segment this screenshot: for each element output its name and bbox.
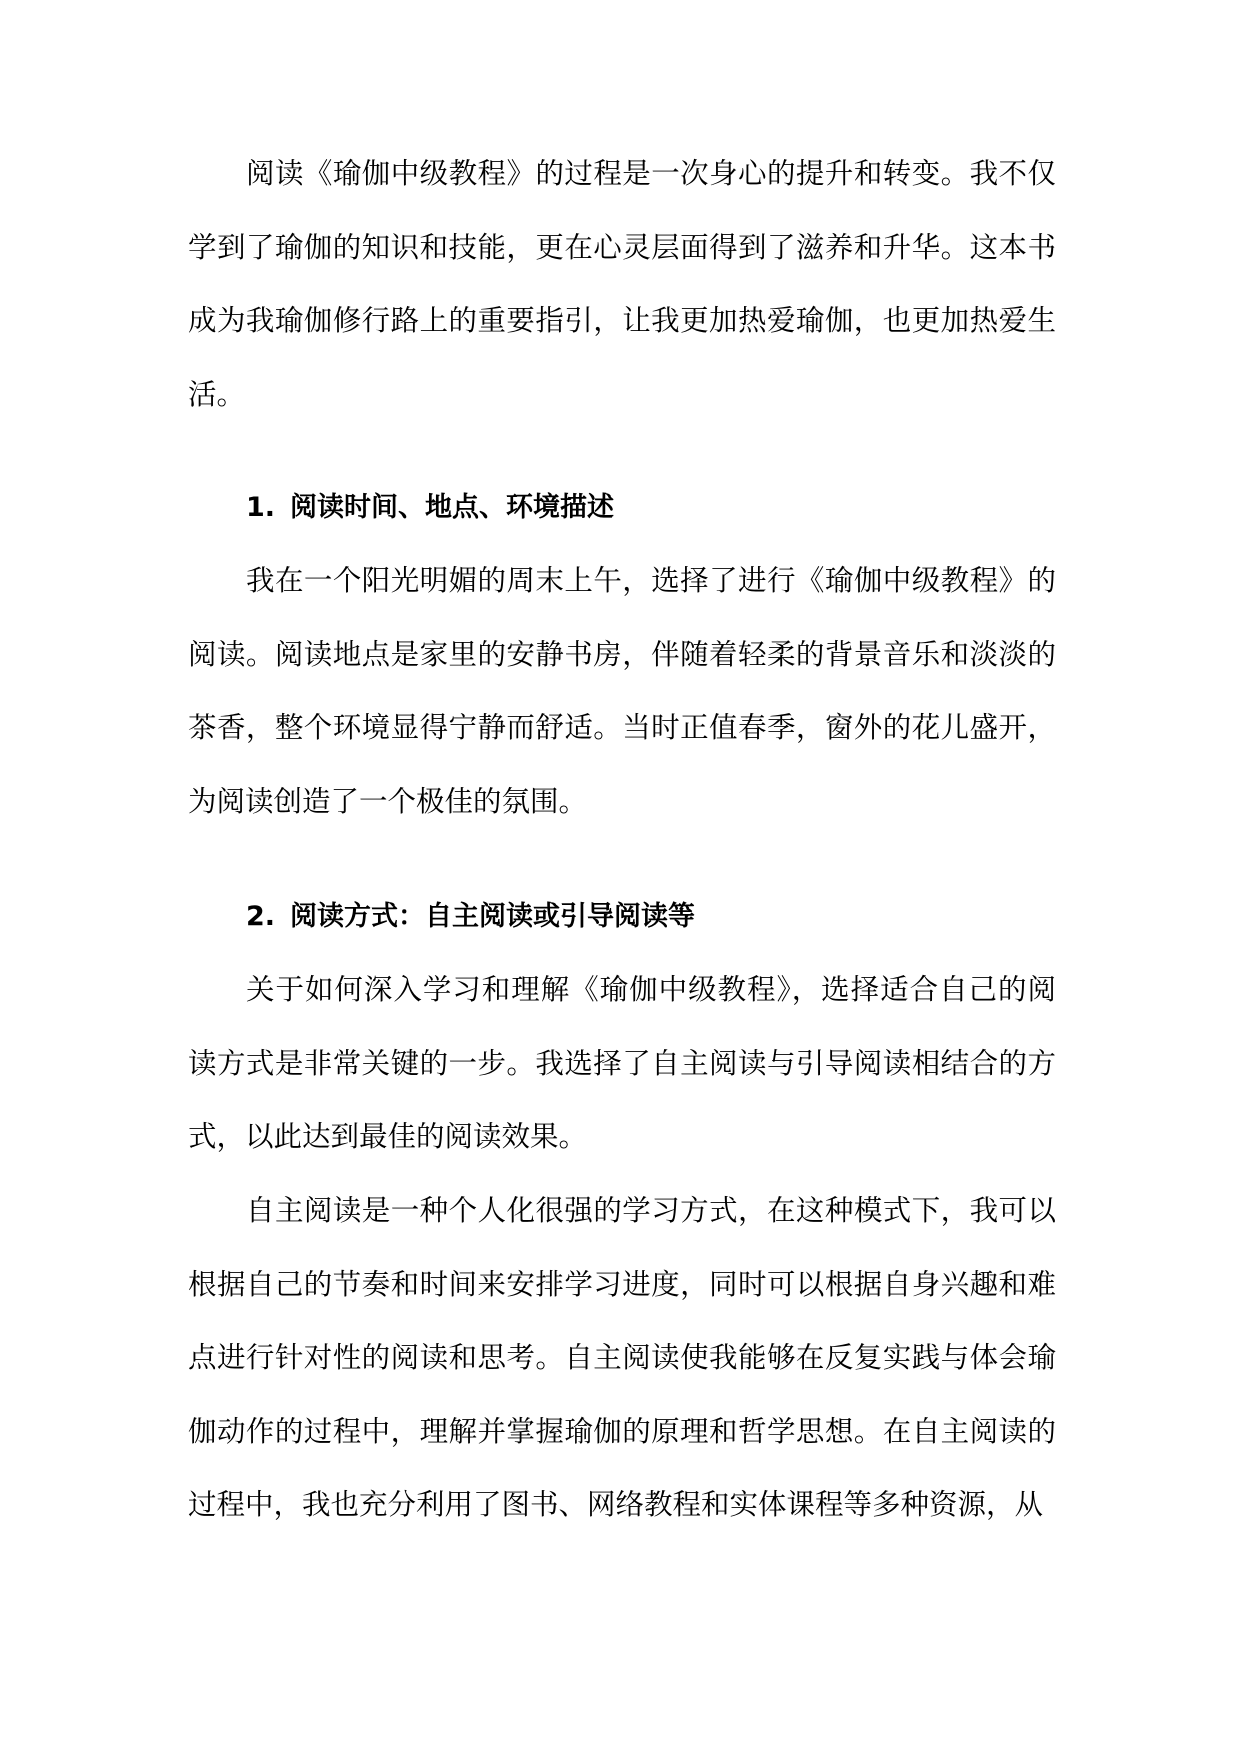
section-heading-1 — [246, 488, 614, 528]
paragraph-reading-method: 关于如何深入学习和理解《瑜伽中级教程》，选择适合自己的阅读方式是非常关键的一步。我选择了自主阅读与引导阅读相结合的方式，以此达到最佳的阅读效果。 — [188, 973, 1056, 1153]
paragraph-reading-environment: 我在一个阳光明媚的周末上午，选择了进行《瑜伽中级教程》的阅读。阅读地点是家里的安静书房，伴随着轻柔的背景音乐和淡淡的茶香，整个环境显得宁静而舒适。当时正值春季，窗外的花儿盛开，为阅读创造了一个极佳的氛围。 — [188, 564, 1056, 818]
section-heading-number: 2. — [246, 901, 276, 932]
section-heading-number: 1. — [246, 492, 276, 523]
section-heading-text: 阅读时间、地点、环境描述 — [290, 492, 614, 523]
section-heading-text: 阅读方式：自主阅读或引导阅读等 — [290, 901, 695, 932]
paragraph-conclusion: 阅读《瑜伽中级教程》的过程是一次身心的提升和转变。我不仅学到了瑜伽的知识和技能，更在心灵层面得到了滋养和升华。这本书成为我瑜伽修行路上的重要指引，让我更加热爱瑜伽，也更加热爱生活。 — [188, 157, 1056, 411]
paragraph-self-reading: 自主阅读是一种个人化很强的学习方式，在这种模式下，我可以根据自己的节奏和时间来安排学习进度，同时可以根据自身兴趣和难点进行针对性的阅读和思考。自主阅读使我能够在反复实践与体会瑜伽动作的过程中，理解并掌握瑜伽的原理和哲学思想。在自主阅读的过程中，我也充分利用了图书、网络教程和实体课程等多种资源，从 — [188, 1194, 1056, 1521]
section-heading-2 — [246, 897, 695, 937]
